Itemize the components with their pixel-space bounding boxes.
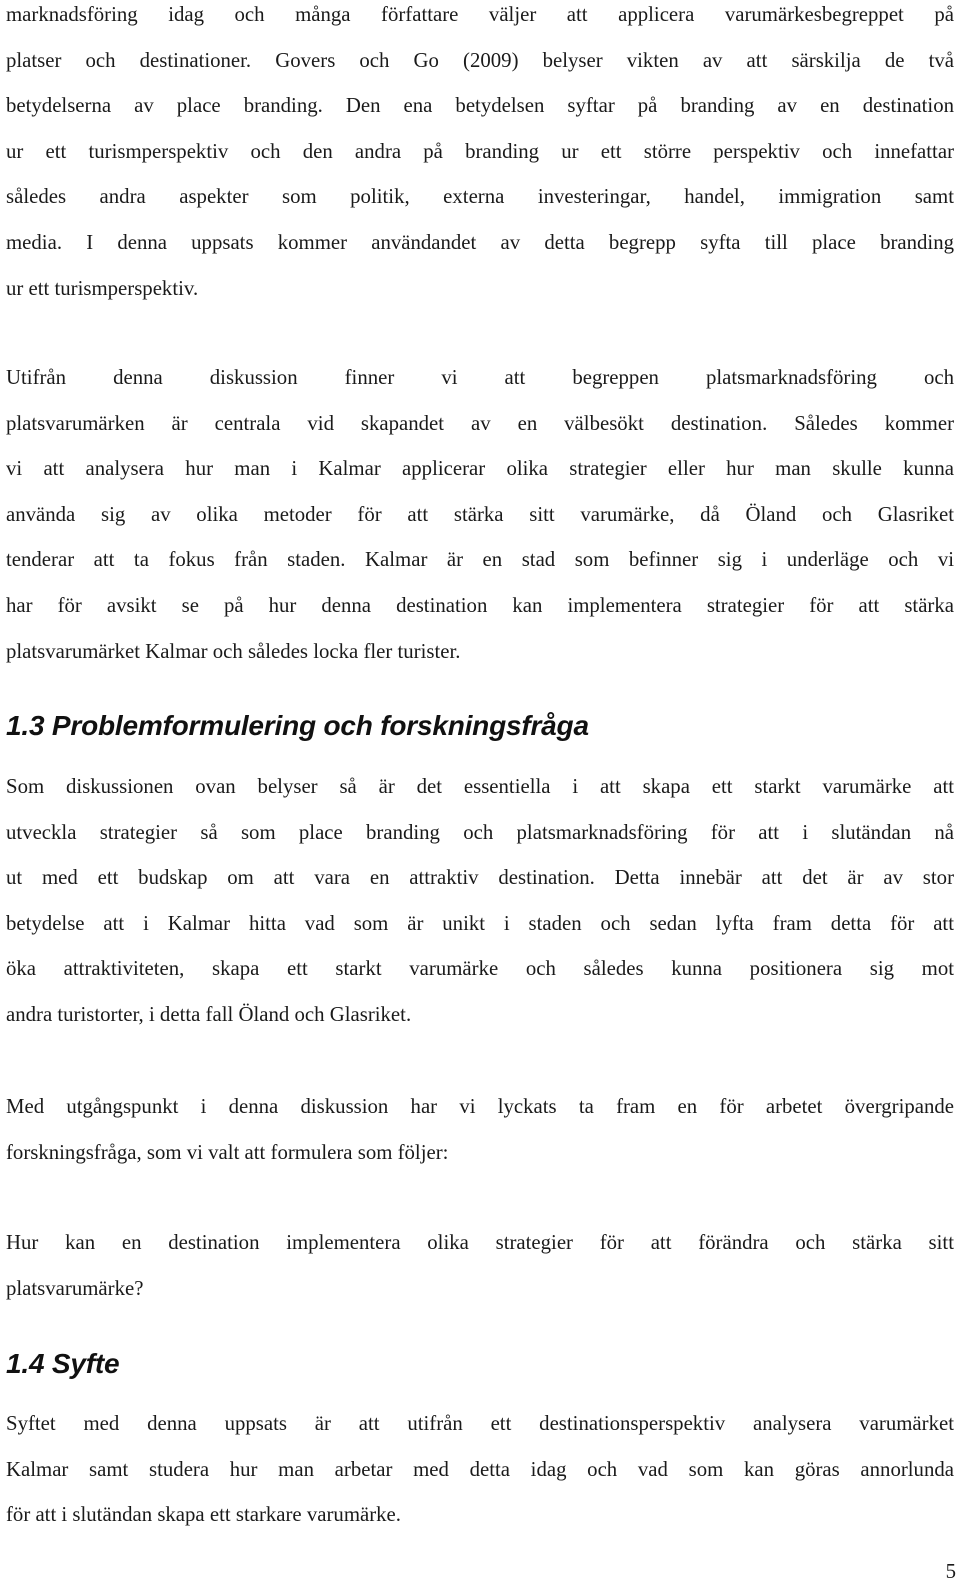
text-line: platsvarumärken är centrala vid skapandet av en välbesökt destination. Således kommer [6,411,954,435]
text-line: andra turistorter, i detta fall Öland och Glasriket. [6,1002,412,1026]
text-line: Kalmar samt studera hur man arbetar med detta idag och vad som kan göras annorlunda [6,1457,954,1481]
text-line: media. I denna uppsats kommer användandet av detta begrepp syfta till place branding [6,230,954,254]
text-line: platsvarumärket Kalmar och således locka fler turister. [6,639,461,663]
text-line: betydelserna av place branding. Den ena betydelsen syftar på branding av en destination [6,94,954,118]
text-line: platsvarumärke? [6,1276,144,1300]
paragraph-research-question-intro [6,1084,954,1175]
paragraph-place-branding [6,0,954,311]
text-line: ut med ett budskap om att vara en attraktiv destination. Detta innebär att det är av stor [6,866,954,890]
text-line: betydelse att i Kalmar hitta vad som är unikt i staden och sedan lyfta fram detta för att [6,911,954,935]
text-line: marknadsföring idag och många författare väljer att applicera varumärkesbegreppet på [6,3,954,26]
text-line: ur ett turismperspektiv. [6,276,199,300]
section-heading-problemformulering: 1.3 Problemformulering och forskningsfråga [6,710,589,741]
text-line: öka attraktiviteten, skapa ett starkt varumärke och således kunna positionera sig mot [6,957,954,981]
research-question [6,1220,954,1311]
text-line: platser och destinationer. Govers och Go (2009) belyser vikten av att särskilja de två [6,48,954,72]
text-line: för att i slutändan skapa ett starkare varumärke. [6,1503,401,1527]
paragraph-problem-statement [6,764,954,1038]
section-heading-syfte: 1.4 Syfte [6,1348,120,1379]
paragraph-kalmar-analysis [6,355,954,674]
text-line: Med utgångspunkt i denna diskussion har vi lyckats ta fram en för arbetet övergripande [6,1095,954,1118]
text-line: har för avsikt se på hur denna destination kan implementera strategier för att stärka [6,593,954,617]
text-line: ur ett turismperspektiv och den andra på branding ur ett större perspektiv och innefattar [6,139,954,163]
text-line: Syftet med denna uppsats är att utifrån ett destinationsperspektiv analysera varumärket [6,1412,954,1435]
paragraph-purpose [6,1401,954,1538]
text-line: Utifrån denna diskussion finner vi att begreppen platsmarknadsföring och [6,366,954,389]
text-line: använda sig av olika metoder för att stärka sitt varumärke, då Öland och Glasriket [6,502,954,526]
text-line: Hur kan en destination implementera olika strategier för att förändra och stärka sitt [6,1231,954,1254]
text-line: utveckla strategier så som place branding och platsmarknadsföring för att i slutändan nå [6,820,954,844]
text-line: Som diskussionen ovan belyser så är det essentiella i att skapa ett starkt varumärke att [6,775,954,798]
text-line: tenderar att ta fokus från staden. Kalmar är en stad som befinner sig i underläge och vi [6,548,954,572]
text-line: således andra aspekter som politik, externa investeringar, handel, immigration samt [6,185,954,209]
text-line: vi att analysera hur man i Kalmar applicerar olika strategier eller hur man skulle kunna [6,457,954,481]
text-line: forskningsfråga, som vi valt att formulera som följer: [6,1140,449,1164]
page-number: 5 [945,1560,956,1583]
